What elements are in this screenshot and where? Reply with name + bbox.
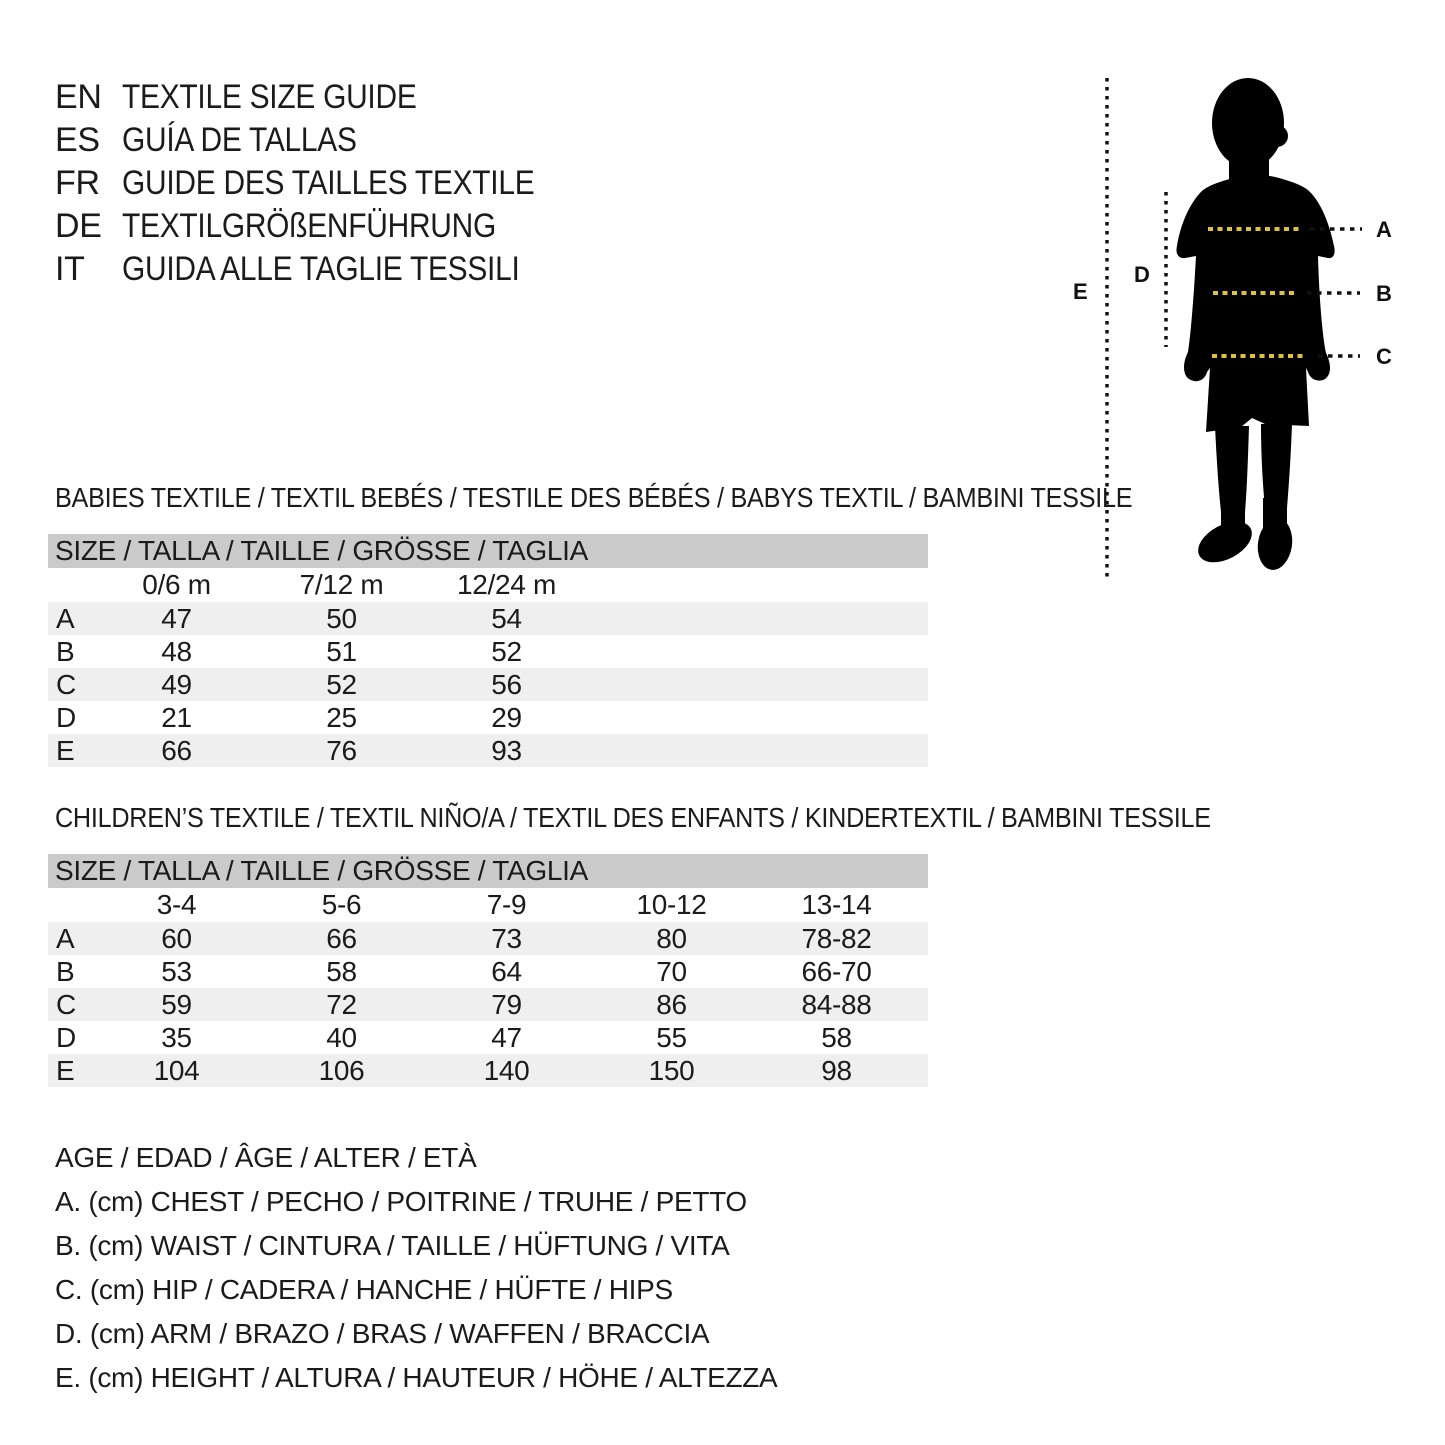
table-row xyxy=(48,1021,928,1054)
table-row xyxy=(48,955,928,988)
babies-column-header-row xyxy=(48,568,928,602)
silhouette-hair xyxy=(1266,125,1288,147)
table-row xyxy=(48,1054,928,1087)
table-cell: 50 xyxy=(326,603,357,634)
row-label: A xyxy=(56,923,75,954)
language-row xyxy=(55,162,591,205)
legend-line-waist: B. (cm) WAIST / CINTURA / TAILLE / HÜFTUNG / VITA xyxy=(55,1230,730,1261)
row-label: A xyxy=(56,603,75,634)
guide-title: TEXTILE SIZE GUIDE xyxy=(122,78,417,116)
language-code: IT xyxy=(55,250,85,288)
table-cell: 60 xyxy=(161,923,192,954)
table-cell: 76 xyxy=(326,735,357,766)
table-cell: 86 xyxy=(656,989,687,1020)
table-cell: 55 xyxy=(656,1022,687,1053)
table-cell: 51 xyxy=(326,636,357,667)
table-cell: 66 xyxy=(326,923,357,954)
row-label: B xyxy=(56,636,75,667)
language-code: EN xyxy=(55,78,102,116)
column-header: 0/6 m xyxy=(142,569,211,600)
size-bar xyxy=(48,534,928,568)
table-row xyxy=(48,668,928,701)
measure-label-c: C xyxy=(1376,344,1392,369)
silhouette-head xyxy=(1212,78,1284,168)
children-heading-text: CHILDREN’S TEXTILE / TEXTIL NIÑO/A / TEXTIL DES ENFANTS / KINDERTEXTIL / BAMBINI TESSILE xyxy=(55,802,1211,833)
table-cell: 150 xyxy=(648,1055,695,1086)
table-cell: 53 xyxy=(161,956,192,987)
measure-label-b: B xyxy=(1376,281,1392,306)
table-cell: 52 xyxy=(491,636,522,667)
table-cell: 35 xyxy=(161,1022,192,1053)
row-label: C xyxy=(56,989,76,1020)
children-column-header-row xyxy=(48,888,928,922)
size-bar-text: SIZE / TALLA / TAILLE / GRÖSSE / TAGLIA xyxy=(55,855,588,886)
babies-heading-text: BABIES TEXTILE / TEXTIL BEBÉS / TESTILE DES BÉBÉS / BABYS TEXTIL / BAMBINI TESSILE xyxy=(55,482,1133,513)
table-row xyxy=(48,701,928,734)
table-cell: 66-70 xyxy=(801,956,872,987)
language-row xyxy=(55,205,591,248)
table-cell xyxy=(48,568,94,602)
silhouette-torso xyxy=(1176,175,1334,432)
table-cell: 80 xyxy=(656,923,687,954)
column-header: 7-9 xyxy=(486,889,527,920)
guide-title: GUÍA DE TALLAS xyxy=(122,121,357,159)
silhouette-right-shoe xyxy=(1255,516,1296,572)
language-row xyxy=(55,119,591,162)
legend-line-hip: C. (cm) HIP / CADERA / HANCHE / HÜFTE / HIPS xyxy=(55,1274,673,1305)
table-cell: 56 xyxy=(491,669,522,700)
column-header: 13-14 xyxy=(801,889,872,920)
table-cell: 79 xyxy=(491,989,522,1020)
children-size-table xyxy=(48,854,928,1087)
legend-line-chest: A. (cm) CHEST / PECHO / POITRINE / TRUHE / PETTO xyxy=(55,1186,747,1217)
column-header: 10-12 xyxy=(636,889,707,920)
size-bar xyxy=(48,854,928,888)
row-label: D xyxy=(56,702,76,733)
table-cell: 93 xyxy=(491,735,522,766)
legend-line-height: E. (cm) HEIGHT / ALTURA / HAUTEUR / HÖHE / ALTEZZA xyxy=(55,1362,778,1393)
babies-size-table xyxy=(48,534,928,767)
column-header: 5-6 xyxy=(321,889,362,920)
table-cell: 54 xyxy=(491,603,522,634)
table-cell: 140 xyxy=(483,1055,530,1086)
table-cell: 29 xyxy=(491,702,522,733)
table-cell: 98 xyxy=(821,1055,852,1086)
legend-line-arm: D. (cm) ARM / BRAZO / BRAS / WAFFEN / BRACCIA xyxy=(55,1318,710,1349)
table-cell: 47 xyxy=(491,1022,522,1053)
table-cell: 104 xyxy=(153,1055,200,1086)
table-row xyxy=(48,922,928,955)
table-cell: 59 xyxy=(161,989,192,1020)
table-cell: 78-82 xyxy=(801,923,872,954)
table-row xyxy=(48,602,928,635)
table-cell: 52 xyxy=(326,669,357,700)
guide-title: GUIDA ALLE TAGLIE TESSILI xyxy=(122,250,520,288)
silhouette-right-leg xyxy=(1261,424,1292,508)
table-cell: 73 xyxy=(491,923,522,954)
table-cell: 40 xyxy=(326,1022,357,1053)
language-title-block xyxy=(55,76,591,291)
babies-section-heading xyxy=(55,482,1252,514)
row-label: E xyxy=(56,735,75,766)
table-cell xyxy=(48,888,94,922)
table-cell: 106 xyxy=(318,1055,365,1086)
table-cell: 21 xyxy=(161,702,192,733)
row-label: E xyxy=(56,1055,75,1086)
column-header: 3-4 xyxy=(156,889,197,920)
table-row xyxy=(48,635,928,668)
table-row xyxy=(48,988,928,1021)
table-row xyxy=(48,734,928,767)
measure-label-e: E xyxy=(1073,279,1088,304)
guide-title: TEXTILGRÖßENFÜHRUNG xyxy=(122,207,496,245)
table-cell: 64 xyxy=(491,956,522,987)
children-section-heading xyxy=(55,802,1339,834)
row-label: C xyxy=(56,669,76,700)
table-cell: 49 xyxy=(161,669,192,700)
table-cell: 58 xyxy=(326,956,357,987)
row-label: D xyxy=(56,1022,76,1053)
table-cell: 58 xyxy=(821,1022,852,1053)
language-row xyxy=(55,248,591,291)
measure-label-a: A xyxy=(1376,217,1392,242)
table-cell: 70 xyxy=(656,956,687,987)
guide-title: GUIDE DES TAILLES TEXTILE xyxy=(122,164,535,202)
table-cell: 47 xyxy=(161,603,192,634)
measurement-legend xyxy=(55,1136,777,1400)
table-cell: 66 xyxy=(161,735,192,766)
legend-line-age: AGE / EDAD / ÂGE / ALTER / ETÀ xyxy=(55,1142,477,1173)
language-code: DE xyxy=(55,207,102,245)
language-row xyxy=(55,76,591,119)
row-label: B xyxy=(56,956,75,987)
measure-label-d: D xyxy=(1134,262,1150,287)
table-cell: 72 xyxy=(326,989,357,1020)
table-cell: 48 xyxy=(161,636,192,667)
column-header: 12/24 m xyxy=(456,569,557,600)
column-header: 7/12 m xyxy=(299,569,384,600)
language-code: FR xyxy=(55,164,100,202)
table-cell: 25 xyxy=(326,702,357,733)
table-cell: 84-88 xyxy=(801,989,872,1020)
size-bar-text: SIZE / TALLA / TAILLE / GRÖSSE / TAGLIA xyxy=(55,535,588,566)
language-code: ES xyxy=(55,121,100,159)
